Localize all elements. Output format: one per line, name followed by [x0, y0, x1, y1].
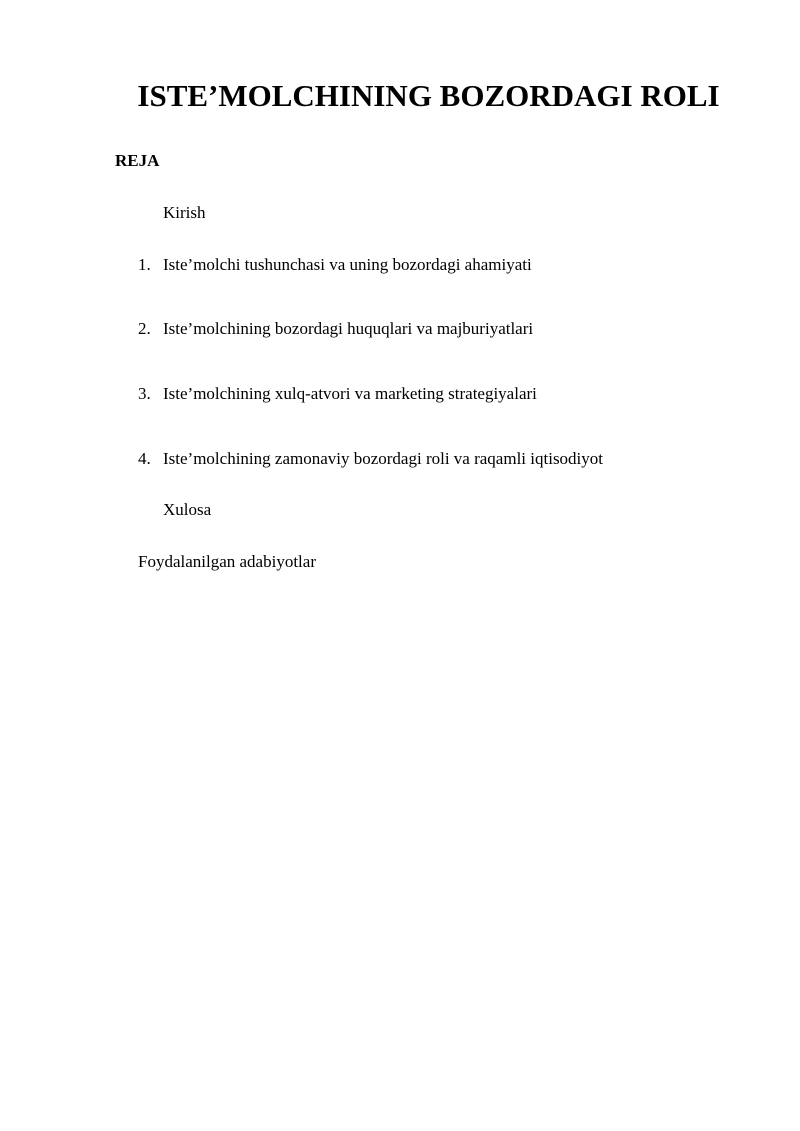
- plan-item-1: [138, 255, 532, 275]
- plan-item-references: Foydalanilgan adabiyotlar: [138, 552, 316, 571]
- plan-item-text: Iste’molchining xulq-atvori va marketing strategiyalari: [163, 384, 537, 403]
- plan-item-text: Iste’molchi tushunchasi va uning bozordagi ahamiyati: [163, 255, 532, 274]
- plan-item-4: [138, 449, 603, 469]
- plan-item-number: 4.: [138, 449, 151, 468]
- plan-item-3: [138, 384, 537, 404]
- plan-item-2: [138, 319, 533, 339]
- plan-item-text: Iste’molchining zamonaviy bozordagi roli va raqamli iqtisodiyot: [163, 449, 604, 468]
- plan-item-intro: Kirish: [163, 203, 206, 222]
- plan-item-conclusion: Xulosa: [163, 500, 212, 519]
- plan-item-number: 2.: [138, 319, 151, 338]
- plan-item-number: 3.: [138, 384, 151, 403]
- plan-item-text: Iste’molchining bozordagi huquqlari va majburiyatlari: [163, 319, 534, 338]
- plan-item-number: 1.: [138, 255, 151, 274]
- plan-heading: REJA: [115, 151, 160, 170]
- document-title: ISTE’MOLCHINING BOZORDAGI ROLI: [137, 78, 720, 113]
